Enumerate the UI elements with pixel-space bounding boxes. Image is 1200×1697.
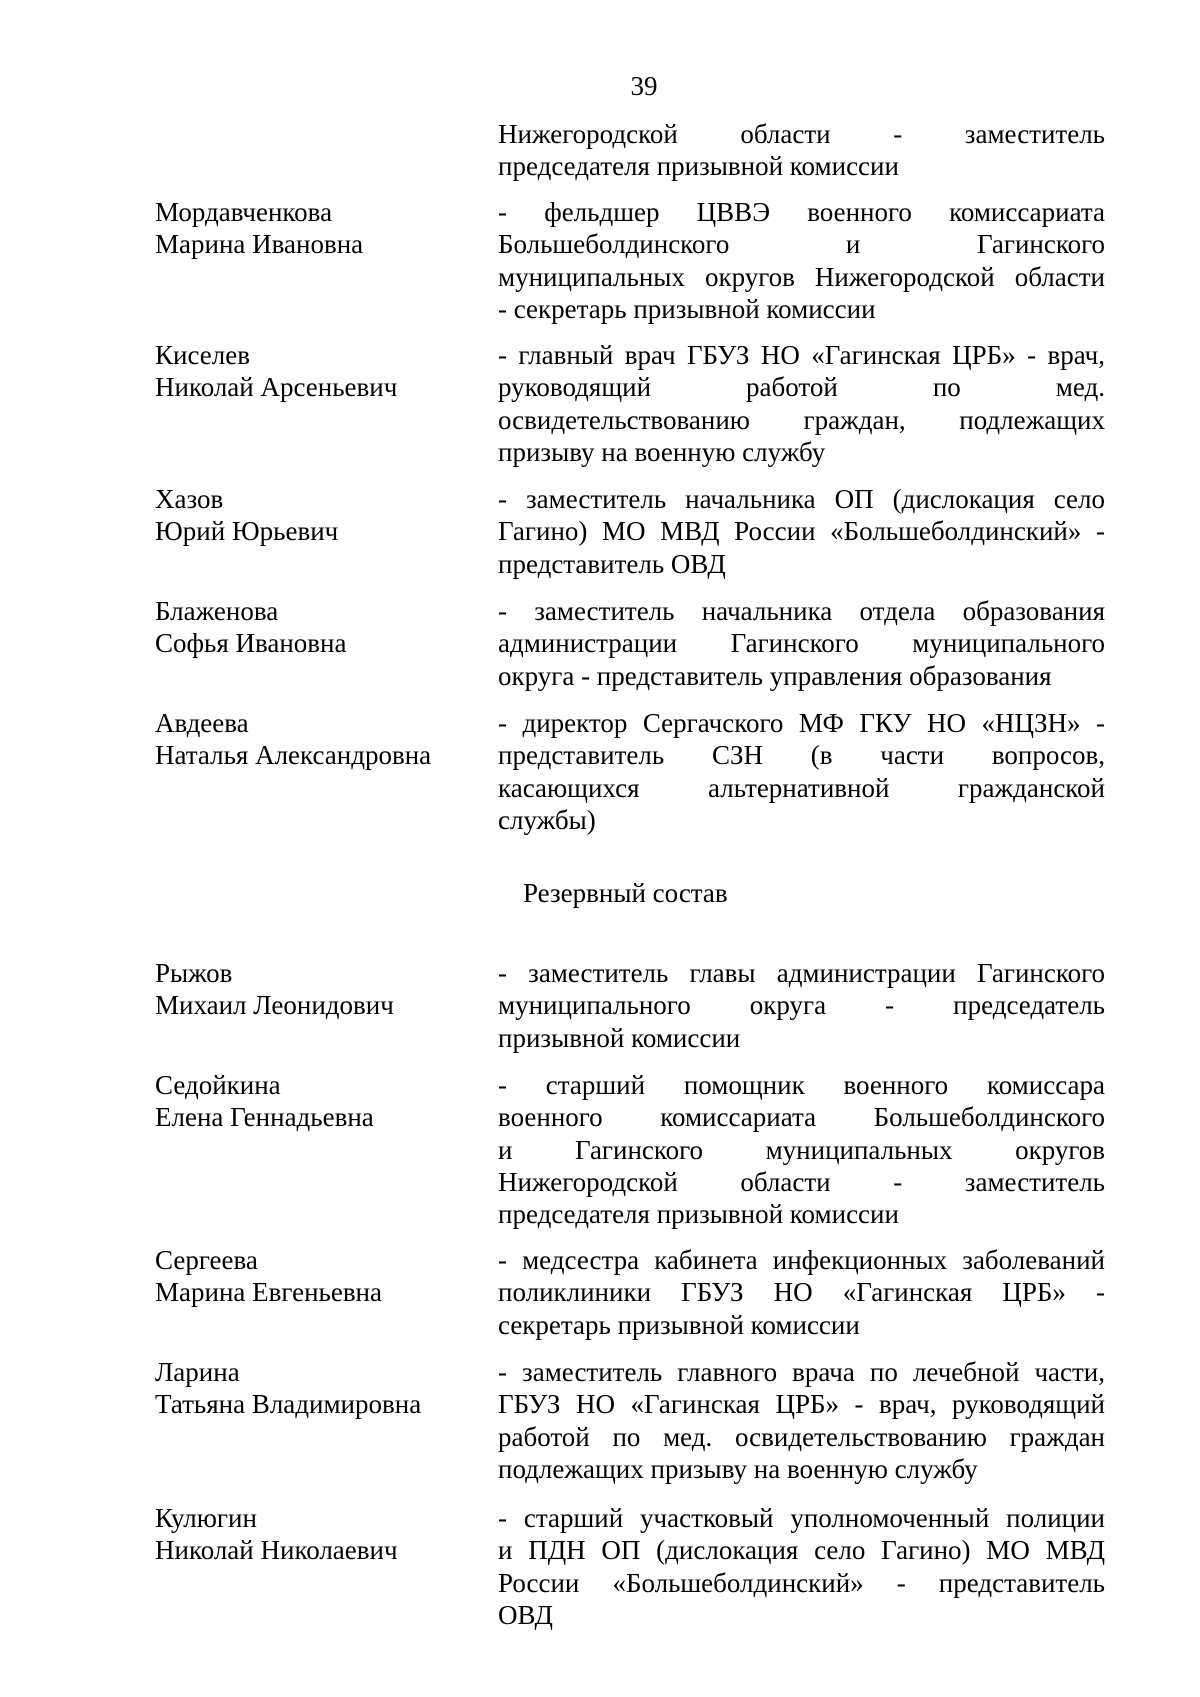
member-name-line: Михаил Леонидович: [155, 990, 394, 1021]
member-name-line: Николай Арсеньевич: [155, 372, 398, 403]
member-name-line: Ларина: [155, 1357, 240, 1387]
member-name-line: Юрий Юрьевич: [155, 516, 339, 547]
member-position-line: - медсестра кабинета инфекционных заболеваний: [498, 1245, 1105, 1275]
member-position-line: - заместитель начальника отдела образования: [498, 596, 1105, 626]
member-position-line: и ПДН ОП (дислокация село Гагино) МО МВД: [498, 1535, 1105, 1566]
member-position: [498, 1244, 1105, 1341]
member-name: [155, 707, 475, 772]
member-position-line: ОВД: [498, 1599, 553, 1630]
member-position-line: - заместитель начальника ОП (дислокация село: [498, 484, 1105, 514]
member-position-line: и Гагинского муниципальных округов: [498, 1134, 1105, 1165]
member-name-line: Наталья Александровна: [155, 740, 432, 771]
page-number: 39: [630, 71, 658, 101]
member-position: [498, 118, 1105, 183]
member-name-line: Николай Николаевич: [155, 1535, 398, 1566]
member-position-line: Нижегородской области - заместитель: [498, 119, 1105, 149]
member-name-line: Марина Евгеньевна: [155, 1277, 382, 1308]
member-position: [498, 595, 1105, 692]
reserve-section-title: Резервный состав: [523, 878, 728, 908]
member-position-line: - старший участковый уполномоченный полиции: [498, 1503, 1105, 1533]
member-name-line: Рыжов: [155, 958, 233, 988]
member-position-line: Гагино) МО МВД России «Большеболдинский» -: [498, 516, 1105, 547]
member-position-line: работой по мед. освидетельствованию граждан: [498, 1421, 1105, 1452]
member-position-line: военного комиссариата Большеболдинского: [498, 1102, 1105, 1133]
member-position: [498, 957, 1105, 1054]
member-position-line: руководящий работой по мед.: [498, 372, 1105, 403]
member-name: [155, 595, 475, 660]
member-position-line: призывной комиссии: [498, 1022, 741, 1053]
member-name: [155, 1502, 475, 1567]
member-position: [498, 483, 1105, 580]
member-position: [498, 339, 1105, 468]
member-name-line: Блаженова: [155, 596, 279, 626]
member-position: [498, 707, 1105, 836]
member-position-line: секретарь призывной комиссии: [498, 1309, 860, 1340]
member-position-line: председателя призывной комиссии: [498, 151, 899, 182]
member-position-line: - главный врач ГБУЗ НО «Гагинская ЦРБ» - врач,: [498, 340, 1105, 370]
member-name: [155, 957, 475, 1022]
member-position-line: Нижегородской области - заместитель: [498, 1166, 1105, 1197]
member-position: [498, 1502, 1105, 1631]
member-position-line: Большеболдинского и Гагинского: [498, 229, 1105, 260]
member-name-line: Елена Геннадьевна: [155, 1102, 374, 1133]
member-name: [155, 483, 475, 548]
member-position-line: - заместитель главы администрации Гагинского: [498, 958, 1105, 988]
member-name: [155, 1244, 475, 1309]
member-position-line: муниципальных округов Нижегородской области: [498, 261, 1105, 292]
member-name-line: Хазов: [155, 484, 224, 514]
member-position-line: - фельдшер ЦВВЭ военного комиссариата: [498, 197, 1105, 227]
member-position-line: ГБУЗ НО «Гагинская ЦРБ» - врач, руководящий: [498, 1389, 1105, 1420]
member-position-line: призыву на военную службу: [498, 436, 826, 467]
member-position-line: службы): [498, 804, 596, 835]
member-position-line: председателя призывной комиссии: [498, 1199, 899, 1230]
member-position-line: представитель ОВД: [498, 548, 726, 579]
member-position-line: округа - представитель управления образования: [498, 660, 1052, 691]
member-position: [498, 196, 1105, 325]
member-position-line: касающихся альтернативной гражданской: [498, 772, 1105, 803]
member-position-line: муниципального округа - председатель: [498, 990, 1105, 1021]
member-name-line: Софья Ивановна: [155, 628, 347, 659]
member-name-line: Киселев: [155, 340, 250, 370]
member-name-line: Кулюгин: [155, 1503, 257, 1533]
member-position-line: подлежащих призыву на военную службу: [498, 1453, 978, 1484]
member-position-line: - директор Сергачского МФ ГКУ НО «НЦЗН» -: [498, 708, 1105, 738]
member-position-line: администрации Гагинского муниципального: [498, 628, 1105, 659]
member-name-line: Мордавченкова: [155, 197, 333, 227]
member-name-line: Авдеева: [155, 708, 249, 738]
member-name: [155, 196, 475, 261]
member-position-line: освидетельствованию граждан, подлежащих: [498, 404, 1105, 435]
member-position: [498, 1069, 1105, 1230]
member-position-line: поликлиники ГБУЗ НО «Гагинская ЦРБ» -: [498, 1277, 1105, 1308]
member-name-line: Сергеева: [155, 1245, 258, 1275]
member-position-line: - старший помощник военного комиссара: [498, 1070, 1105, 1100]
member-name-line: Татьяна Владимировна: [155, 1389, 422, 1420]
member-position-line: - секретарь призывной комиссии: [498, 293, 876, 324]
member-position: [498, 1356, 1105, 1485]
member-name: [155, 339, 475, 404]
member-position-line: России «Большеболдинский» - представитель: [498, 1567, 1105, 1598]
member-name-line: Седойкина: [155, 1070, 281, 1100]
member-name-line: Марина Ивановна: [155, 229, 364, 260]
member-position-line: представитель СЗН (в части вопросов,: [498, 740, 1105, 771]
member-position-line: - заместитель главного врача по лечебной части,: [498, 1357, 1105, 1387]
member-name: [155, 1069, 475, 1134]
member-name: [155, 1356, 475, 1421]
